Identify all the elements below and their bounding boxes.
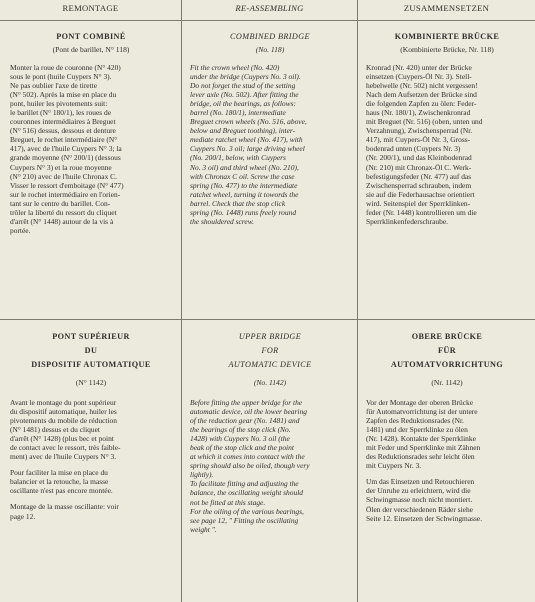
section-title: PONT COMBINÉ [56, 32, 126, 41]
header-english: RE-ASSEMBLING [235, 3, 304, 13]
section-title: UPPER BRIDGE FOR AUTOMATIC DEVICE [228, 332, 312, 369]
section-title: PONT SUPÉRIEUR DU DISPOSITIF AUTOMATIQUE [31, 332, 151, 369]
fr-combined-bridge [10, 31, 172, 235]
de-upper-bridge [366, 330, 528, 523]
part-number: (No. 118) [255, 45, 285, 54]
en-upper-bridge [190, 330, 350, 534]
header-french: REMONTAGE [62, 3, 119, 13]
instruction-text: Before fitting the upper bridge for the automatic device, oil the lower bearing of the reduction gear (No. 1481) and the bearings of the stop click (No. 1428) with Cuypers No. 3 oil (the beak of the stop click and the point at which it comes into contact with the spring should also be oiled, though very lightly). To facilitate fitting and adjusting the balance, the oscillating weight should not be fitted at this stage. For the oiling of the various bearings, see page 12, " Fitting the oscillating weight ". [190, 398, 310, 534]
instruction-text: Pour faciliter la mise en place du balancier et la retouche, la masse oscillante n'est pas encore montée. [10, 468, 113, 496]
part-number: (Pont de barillet, N° 118) [52, 45, 130, 54]
section-title: COMBINED BRIDGE [230, 32, 310, 41]
instruction-text: Avant le montage du pont supérieur du dispositif automatique, huiler les pivotements du mobile de réduction (N° 1481) dessus et du cliquet d'arrêt (N° 1428) (plus bec et point de contact avec le ressort, très faible- ment) avec de l'huile Cuypers N° 3. [10, 398, 121, 462]
part-number: (No. 1142) [253, 378, 287, 387]
fr-upper-bridge [10, 330, 172, 521]
instruction-text: Fit the crown wheel (No. 420) under the bridge (Cuypers No. 3 oil). Do not forget the stud of the setting lever axle (No. 502). After fitting the bridge, oil the bearings, as follows: barrel (No. 180/1), intermediate Breguet crown wheels (No. 516, above, below and Breguet toothing), inter- mediate ratchet wheel (No. 417), with Cuypers No. 3 oil; large driving wheel (No. 200/1, below, with Cuypers No. 3 oil) and third wheel (No. 210), with Chronax C oil. Screw the case spring (No. 477) to the intermediate ratchet wheel, turning it towords the barrel. Check that the stop click spring (No. 1448) runs freely round the shouldered screw. [190, 63, 307, 226]
en-combined-bridge [190, 31, 350, 226]
part-number: (Kombinierte Brücke, Nr. 118) [400, 45, 494, 54]
column-divider [357, 0, 358, 602]
column-divider [181, 0, 182, 602]
de-combined-bridge [366, 31, 528, 226]
section-divider [0, 319, 535, 320]
section-title: KOMBINIERTE BRÜCKE [394, 32, 500, 41]
instruction-text: Monter la roue de couronne (N° 420) sous le pont (huile Cuypers N° 3). Ne pas oublier l'axe de tirette (N° 502). Après la mise en place du pont, huiler les pivotements suit: le barillet (N° 180/1), les roues de couronnes intermédiaires à Breguet (N° 516) dessus, dessous et denture Breguet, le rochet intermédiaire (N° 417), avec de l'huile Cuypers N° 3; la grande moyenne (N° 200/1) (dessous Cuypers N° 3) et la roue moyenne (N° 210) avec de l'huile Chronax C. Visser le ressort d'emboitage (N° 477) sur le rochet intermédiaire en l'orien- tant sur le centre du barillet. Con- trôler la liberté du ressort du cliquet d'arrêt (N° 1448) autour de la vis à portée. [10, 63, 124, 235]
instruction-text: Montage de la masse oscillante: voir page 12. [10, 502, 119, 521]
part-number: (N° 1142) [75, 378, 107, 387]
part-number: (Nr. 1142) [431, 378, 463, 387]
header-german: ZUSAMMENSETZEN [403, 3, 490, 13]
instruction-text: Vor der Montage der oberen Brücke für Automatvorrichtung ist der untere Zapfen des Reduktionsrades (Nr. 1481) und der Sperrklinke zu ölen (Nr. 1428). Kontakte der Sperrklinke mit Feder und Sperrklinke mit Zähnen des Reduktionsrades sehr leicht ölen mit Cuypers Nr. 3. [366, 398, 481, 471]
header-divider [0, 20, 535, 21]
instruction-text: Um das Einsetzen und Retouchieren der Unruhe zu erleichtern, wird die Schwingmasse noch nicht montiert. Ölen der verschiedenen Räder siehe Seite 12. Einsetzen der Schwingmasse. [366, 477, 483, 523]
section-title: OBERE BRÜCKE FÜR AUTOMATVORRICHTUNG [390, 332, 504, 369]
instruction-text: Kronrad (Nr. 420) unter der Brücke einsetzen (Cuypers-Öl Nr. 3). Stell- hebelwelle (Nr. 502) nicht vergessen! Nach dem Aufsetzen der Brücke sind die folgenden Zapfen zu ölen: Feder- haus (Nr. 180/1), Zwischenkronrad mit Breguet (Nr. 516) (oben, unten und Verzahnung), Zwischensperrad (Nr. 417), mit Cuypers-Öl Nr. 3, Gross- bodenrad unten (Cuypers Nr. 3) (Nr. 200/1), und das Kleinbodenrad (Nr. 210) mit Chronax-Öl C. Werk- befestigungsfeder (Nr. 477) auf das Zwischensperrad schrauben, indem sie auf die Federhausachse orientiert wird. Seitenspiel der Sperrklinken- feder (Nr. 1448) kontrollieren um die Sperrklinkenfederschraube. [366, 63, 483, 226]
